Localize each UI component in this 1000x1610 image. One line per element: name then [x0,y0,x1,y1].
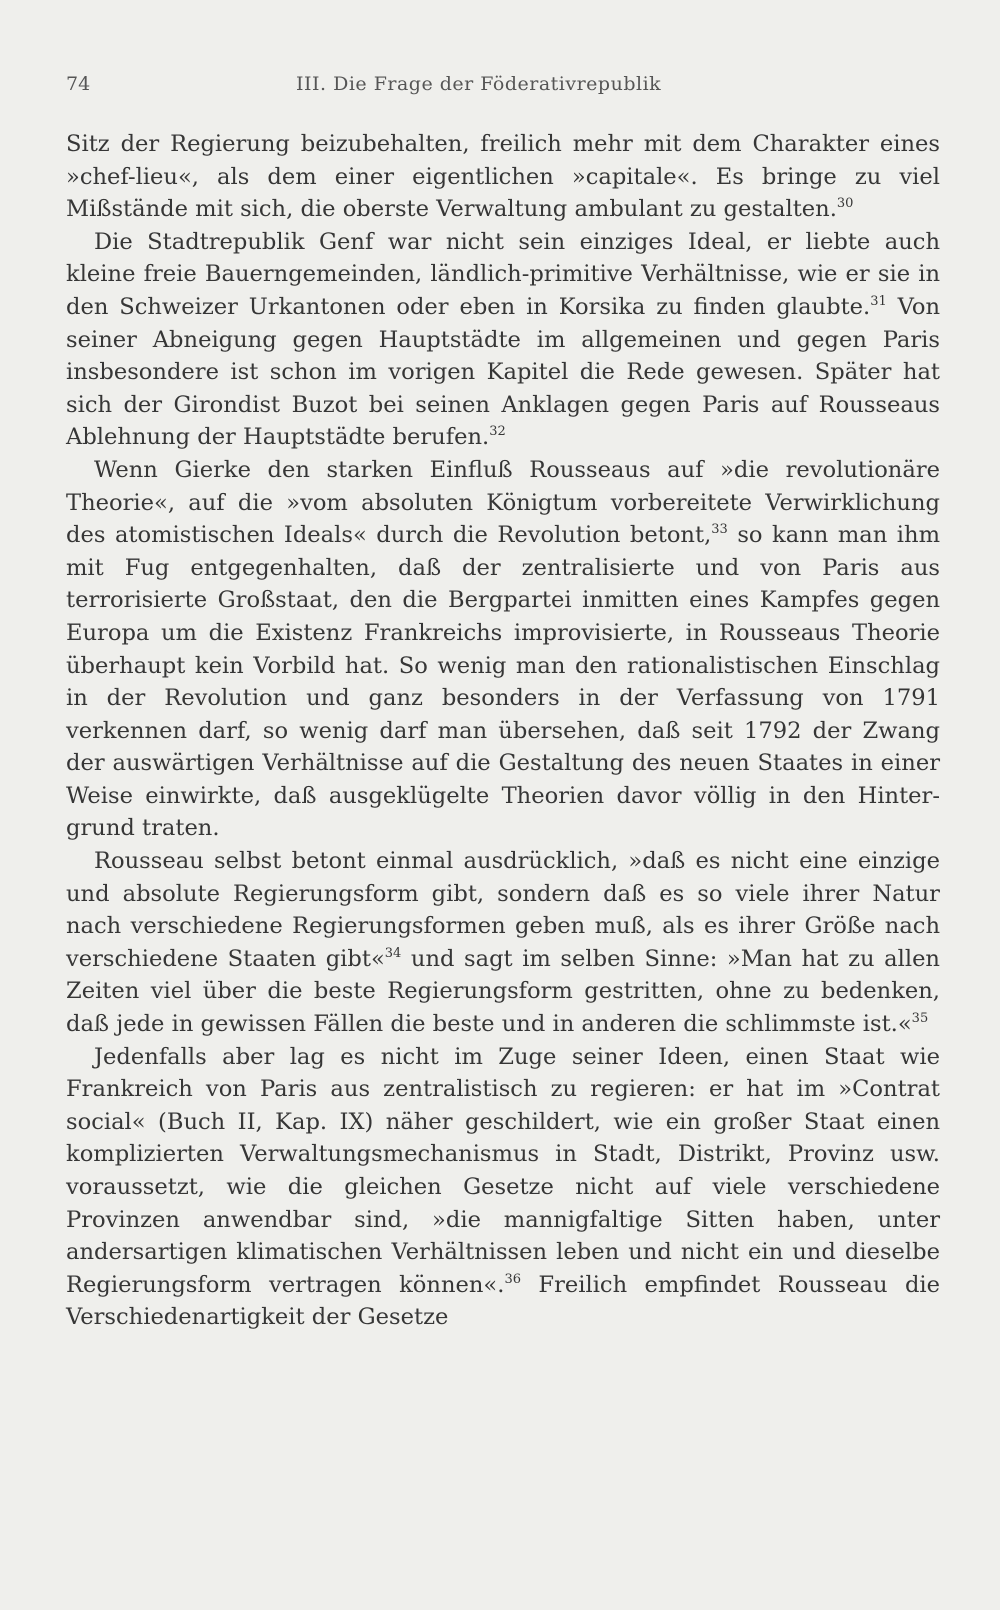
footnote-marker: 34 [384,945,402,961]
paragraph [66,1041,940,1334]
footnote-marker: 35 [911,1011,929,1027]
text-run: Die Stadtrepublik Genf war nicht sein einziges Ideal, er liebte auch kleine freie Bauerngemeinden, ländlich-primitive Verhältnisse, wie er sie in den Schweizer Urkantonen oder eben in Korsika zu finden glaubte. [66,228,940,320]
text-run: Jedenfalls aber lag es nicht im Zuge seiner Ideen, einen Staat wie Frankreich von Paris aus zentralistisch zu regieren: er hat im »Contrat social« (Buch II, Kap. IX) näher geschildert, wie ein großer Staat einen komplizierten Verwaltungsmechanismus in Stadt, Distrikt, Provinz usw. voraussetzt, wie die gleichen Gesetze nicht auf viele verschiedene Provinzen anwendbar sind, »die mannigfaltige Sitten haben, unter andersartigen klimatischen Verhältnissen leben und nicht ein und dieselbe Regierungsform vertragen können«. [66,1043,940,1298]
footnote-marker: 31 [870,293,887,309]
text-run: Wenn Gierke den starken Einfluß Rousseaus auf »die revolutionäre Theorie«, auf die »vom absoluten Königtum vorbereitete Verwirklichung des atomistischen Ideals« durch die Revolution betont, [66,456,940,549]
footnote-marker: 36 [504,1271,521,1287]
running-header [66,73,956,99]
body-text [66,128,940,1334]
chapter-title: III. Die Frage der Föderativrepublik [296,73,662,95]
text-run: so kann man ihm mit Fug entgegenhalten, daß der zentralisierte und von Paris aus terrorisierte Großstaat, den die Bergpartei inmitten eines Kampfes gegen Europa um die Existenz Frankreichs improvisierte, in Rousseaus Theorie überhaupt kein Vorbild hat. So wenig man den rationalistischen Einschlag in der Revolution und ganz besonders in der Verfassung von 1791 verkennen darf, so wenig darf man übersehen, daß seit 1792 der Zwang der auswärtigen Verhältnisse auf die Gestaltung des neuen Staates in einer Weise einwirkte, daß ausgeklügelte Theorien davor völlig in den Hintergrund traten. [66,522,940,842]
text-run: Von seiner Abneigung gegen Hauptstädte im allgemeinen und gegen Paris insbesondere ist schon im vorigen Kapitel die Rede gewesen. Später hat sich der Girondist Buzot bei seinen Anklagen gegen Paris auf Rousseaus Ablehnung der Hauptstädte berufen. [66,293,941,451]
footnote-marker: 30 [836,196,854,212]
text-run: Rousseau selbst betont einmal ausdrücklich, »daß es nicht eine einzige und absolute Regierungsform gibt, sondern daß es so viele ihrer Natur nach verschiedene Regierungsformen geben muß, als es ihrer Größe nach verschiedene Staaten gibt« [66,848,940,972]
page-number: 74 [66,73,91,95]
text-run: Freilich empfindet Rousseau die Verschiedenartigkeit der Gesetze [66,1271,941,1331]
paragraph [66,845,940,1041]
paragraph [66,226,940,454]
text-run: und sagt im selben Sinne: »Man hat zu allen Zeiten viel über die beste Regierungsform gestritten, ohne zu bedenken, daß jede in gewissen Fällen die beste und in anderen die schlimmste ist.« [66,945,940,1038]
text-run: Sitz der Regierung beizubehalten, freilich mehr mit dem Charakter eines »chef-lieu«, als dem einer eigentlichen »capitale«. Es bringe zu viel Mißstände mit sich, die oberste Verwaltung ambulant zu gestalten. [66,131,940,223]
footnote-marker: 33 [711,522,728,538]
footnote-marker: 32 [489,424,506,440]
paragraph [66,128,940,226]
paragraph [66,454,940,845]
